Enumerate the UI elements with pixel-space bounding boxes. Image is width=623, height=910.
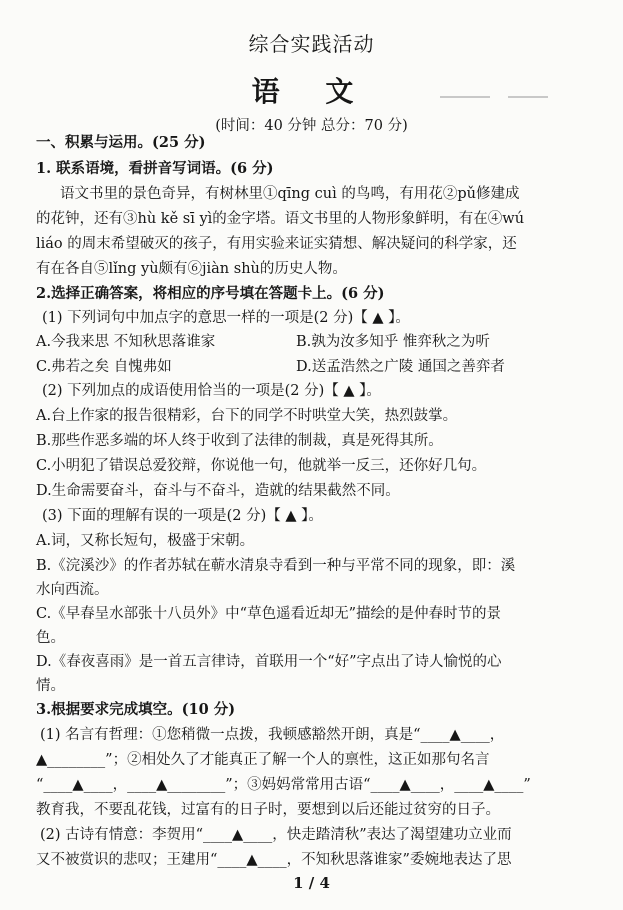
subject-title: 语 文 bbox=[251, 75, 372, 108]
scan-smudge bbox=[508, 96, 548, 98]
option: A.今我来思 不知秋思落谁家 bbox=[36, 334, 216, 350]
text-line: liáo 的周末希望破灭的孩子，有用实验来证实猜想、解决疑问的科学家，还 bbox=[36, 236, 517, 252]
fill-line: ▲________”；②相处久了才能真正了解一个人的禀性，这正如那句名言 bbox=[36, 752, 490, 768]
fill-line: 教育我，不要乱花钱，过富有的日子时，要想到以后还能过贫穷的日子。 bbox=[36, 802, 500, 818]
sub-question: (3) 下面的理解有误的一项是(2 分)【 ▲ 】。 bbox=[42, 508, 323, 524]
fill-line: (2) 古诗有情意：李贺用“____▲____，快走踏清秋”表达了渴望建功立业而 bbox=[40, 827, 512, 843]
exam-meta: (时间：40 分钟 总分：70 分) bbox=[215, 118, 408, 134]
option: C.弗若之矣 自愧弗如 bbox=[36, 359, 172, 375]
option: B.《浣溪沙》的作者苏轼在蕲水清泉寺看到一种与平常不同的现象，即：溪 bbox=[36, 558, 516, 574]
option: C.《早春呈水部张十八员外》中“草色遥看近却无”描绘的是仲春时节的景 bbox=[36, 606, 502, 622]
sub-question: (1) 下列词句中加点字的意思一样的一项是(2 分)【 ▲ 】。 bbox=[42, 310, 410, 326]
option: A.词，又称长短句，极盛于宋朝。 bbox=[36, 533, 255, 549]
text-line: 的花钟，还有③hù kě sī yì的金字塔。语文书里的人物形象鲜明，有在④wú bbox=[36, 211, 525, 227]
page-number: 1 / 4 bbox=[293, 874, 330, 892]
fill-line: (1) 名言有哲理：①您稍微一点拨，我顿感豁然开朗，真是“____▲____， bbox=[40, 727, 505, 743]
fill-line: “____▲____，____▲________”；③妈妈常常用古语“____▲____，____▲____” bbox=[36, 777, 531, 793]
option: B.那些作恶多端的坏人终于收到了法律的制裁，真是死得其所。 bbox=[36, 433, 443, 449]
subtitle: 综合实践活动 bbox=[248, 32, 375, 56]
scan-smudge bbox=[440, 96, 490, 98]
question-heading: 2.选择正确答案，将相应的序号填在答题卡上。(6 分) bbox=[36, 285, 385, 302]
fill-line: 又不被赏识的悲叹；王建用“____▲____，不知秋思落谁家”委婉地表达了思 bbox=[36, 852, 512, 868]
question-heading: 1. 联系语境，看拼音写词语。(6 分) bbox=[36, 160, 274, 177]
section-heading: 一、积累与运用。(25 分) bbox=[36, 134, 206, 151]
sub-question: (2) 下列加点的成语使用恰当的一项是(2 分)【 ▲ 】。 bbox=[42, 383, 381, 399]
option: 情。 bbox=[36, 678, 65, 694]
option: D.《春夜喜雨》是一首五言律诗，首联用一个“好”字点出了诗人愉悦的心 bbox=[36, 654, 502, 670]
option: A.台上作家的报告很精彩，台下的同学不时哄堂大笑，热烈鼓掌。 bbox=[36, 408, 458, 424]
option: D.送孟浩然之广陵 通国之善弈者 bbox=[296, 359, 505, 375]
option: 水向西流。 bbox=[36, 582, 109, 598]
question-heading: 3.根据要求完成填空。(10 分) bbox=[36, 701, 236, 718]
option: D.生命需要奋斗，奋斗与不奋斗，造就的结果截然不同。 bbox=[36, 483, 400, 499]
option: 色。 bbox=[36, 630, 65, 646]
option: C.小明犯了错误总爱狡辩，你说他一句，他就举一反三，还你好几句。 bbox=[36, 458, 487, 474]
text-line: 语文书里的景色奇异，有树林里①qīng cuì 的鸟鸣，有用花②pǔ修建成 bbox=[60, 186, 520, 202]
option: B.孰为汝多知乎 惟弈秋之为听 bbox=[296, 334, 490, 350]
text-line: 有在各自⑤lǐng yù颇有⑥jiàn shù的历史人物。 bbox=[36, 261, 347, 277]
